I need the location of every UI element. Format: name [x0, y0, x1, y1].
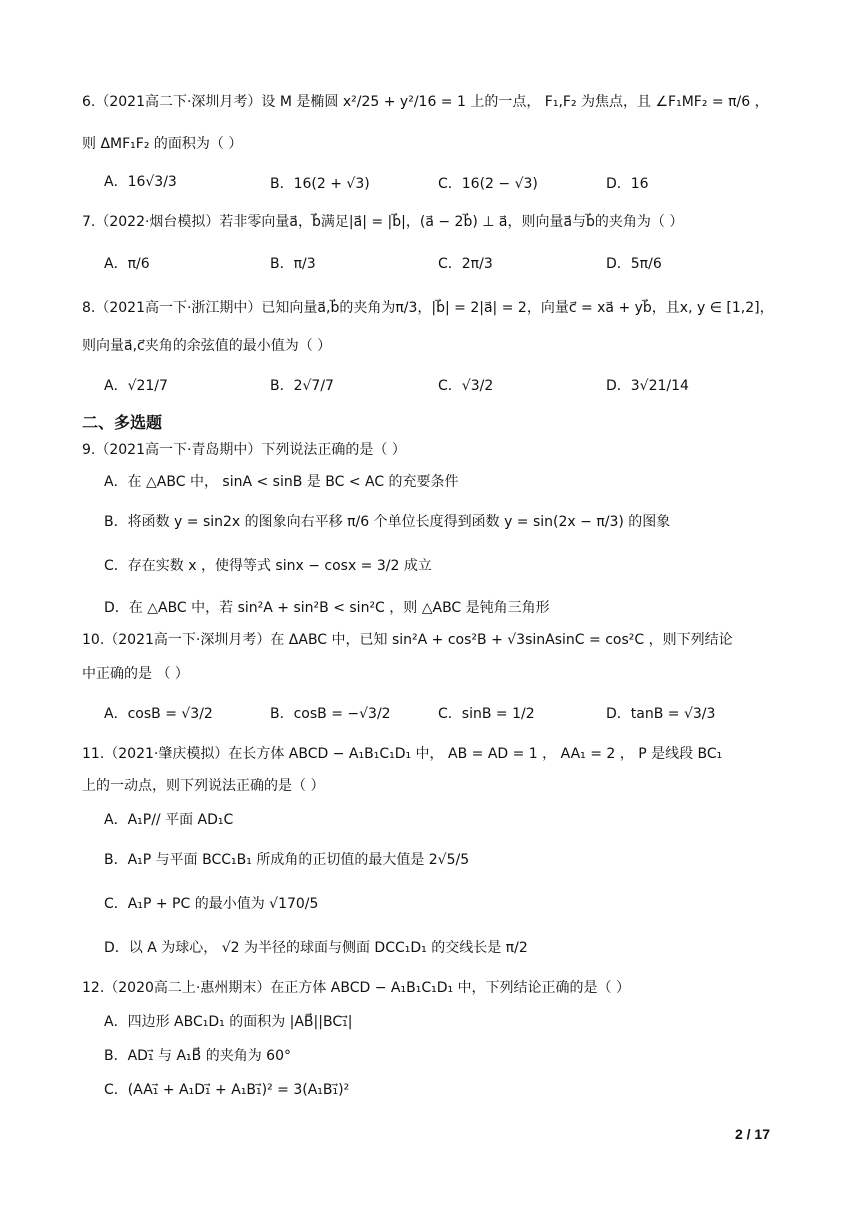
q10-option-d: D．tanB = √3/3	[606, 706, 716, 722]
question-10-stem: 10.（2021高一下·深圳月考）在 ΔABC 中，已知 sin²A + cos²B + √3sinAsinC = cos²C ，则下列结论	[82, 632, 733, 648]
q10-option-c: C．sinB = 1/2	[438, 706, 535, 722]
q7-option-a: A．π/6	[104, 256, 150, 272]
q7-option-c: C．2π/3	[438, 256, 493, 272]
q11-option-c: C．A₁P + PC 的最小值为 √170/5	[104, 896, 319, 912]
q9-option-b: B．将函数 y = sin2x 的图象向右平移 π/6 个单位长度得到函数 y = sin(2x − π/3) 的图象	[104, 514, 671, 530]
question-9-stem: 9.（2021高一下·青岛期中）下列说法正确的是（ ）	[82, 442, 406, 458]
q12-option-c: C．(AA₁⃗ + A₁D₁⃗ + A₁B₁⃗)² = 3(A₁B₁⃗)²	[104, 1082, 350, 1098]
section-heading: 二、多选题	[82, 413, 163, 432]
question-12-stem: 12.（2020高二上·惠州期末）在正方体 ABCD − A₁B₁C₁D₁ 中，下列结论正确的是（ ）	[82, 980, 631, 996]
q11-option-a: A．A₁P// 平面 AD₁C	[104, 812, 234, 828]
question-8-stem: 8.（2021高一下·浙江期中）已知向量a⃗,b⃗的夹角为π/3，|b⃗| = 2|a⃗| = 2，向量c⃗ = xa⃗ + yb⃗，且x, y ∈ [1,2]，	[82, 300, 774, 316]
question-8-stem-cont: 则向量a⃗,c⃗夹角的余弦值的最小值为（ ）	[82, 338, 332, 354]
q11-option-d: D．以 A 为球心， √2 为半径的球面与侧面 DCC₁D₁ 的交线长是 π/2	[104, 940, 528, 956]
q6-option-d: D．16	[606, 176, 649, 192]
q8-option-b: B．2√7/7	[270, 378, 334, 394]
question-7-stem: 7.（2022·烟台模拟）若非零向量a⃗，b⃗满足|a⃗| = |b⃗|，(a⃗ − 2b⃗) ⊥ a⃗，则向量a⃗与b⃗的夹角为（ ）	[82, 214, 684, 230]
q9-option-a: A．在 △ABC 中， sinA < sinB 是 BC < AC 的充要条件	[104, 474, 459, 490]
q10-option-a: A．cosB = √3/2	[104, 706, 213, 722]
q6-option-b: B．16(2 + √3)	[270, 176, 370, 192]
question-11-stem-cont: 上的一动点，则下列说法正确的是（ ）	[82, 778, 325, 794]
question-6-stem-cont: 则 ΔMF₁F₂ 的面积为（ ）	[82, 136, 243, 152]
q12-option-b: B．AD₁⃗ 与 A₁B⃗ 的夹角为 60°	[104, 1048, 291, 1064]
q11-option-b: B．A₁P 与平面 BCC₁B₁ 所成角的正切值的最大值是 2√5/5	[104, 852, 470, 868]
q6-option-a: A．16√3/3	[104, 174, 177, 190]
q10-option-b: B．cosB = −√3/2	[270, 706, 391, 722]
q12-option-a: A．四边形 ABC₁D₁ 的面积为 |AB⃗||BC₁⃗|	[104, 1014, 353, 1030]
q6-option-c: C．16(2 − √3)	[438, 176, 538, 192]
page-number: 2 / 17	[734, 1126, 770, 1142]
q9-option-c: C．存在实数 x ，使得等式 sinx − cosx = 3/2 成立	[104, 558, 432, 574]
q7-option-d: D．5π/6	[606, 256, 662, 272]
q8-option-d: D．3√21/14	[606, 378, 689, 394]
question-6-stem: 6.（2021高二下·深圳月考）设 M 是椭圆 x²/25 + y²/16 = 1 上的一点， F₁,F₂ 为焦点，且 ∠F₁MF₂ = π/6 ，	[82, 94, 769, 110]
q9-option-d: D．在 △ABC 中，若 sin²A + sin²B < sin²C ，则 △ABC 是钝角三角形	[104, 600, 550, 616]
q8-option-c: C．√3/2	[438, 378, 494, 394]
q7-option-b: B．π/3	[270, 256, 316, 272]
question-10-stem-cont: 中正确的是 （ ）	[82, 666, 189, 682]
question-11-stem: 11.（2021·肇庆模拟）在长方体 ABCD − A₁B₁C₁D₁ 中， AB = AD = 1 ， AA₁ = 2 ， P 是线段 BC₁	[82, 746, 723, 762]
q8-option-a: A．√21/7	[104, 378, 168, 394]
